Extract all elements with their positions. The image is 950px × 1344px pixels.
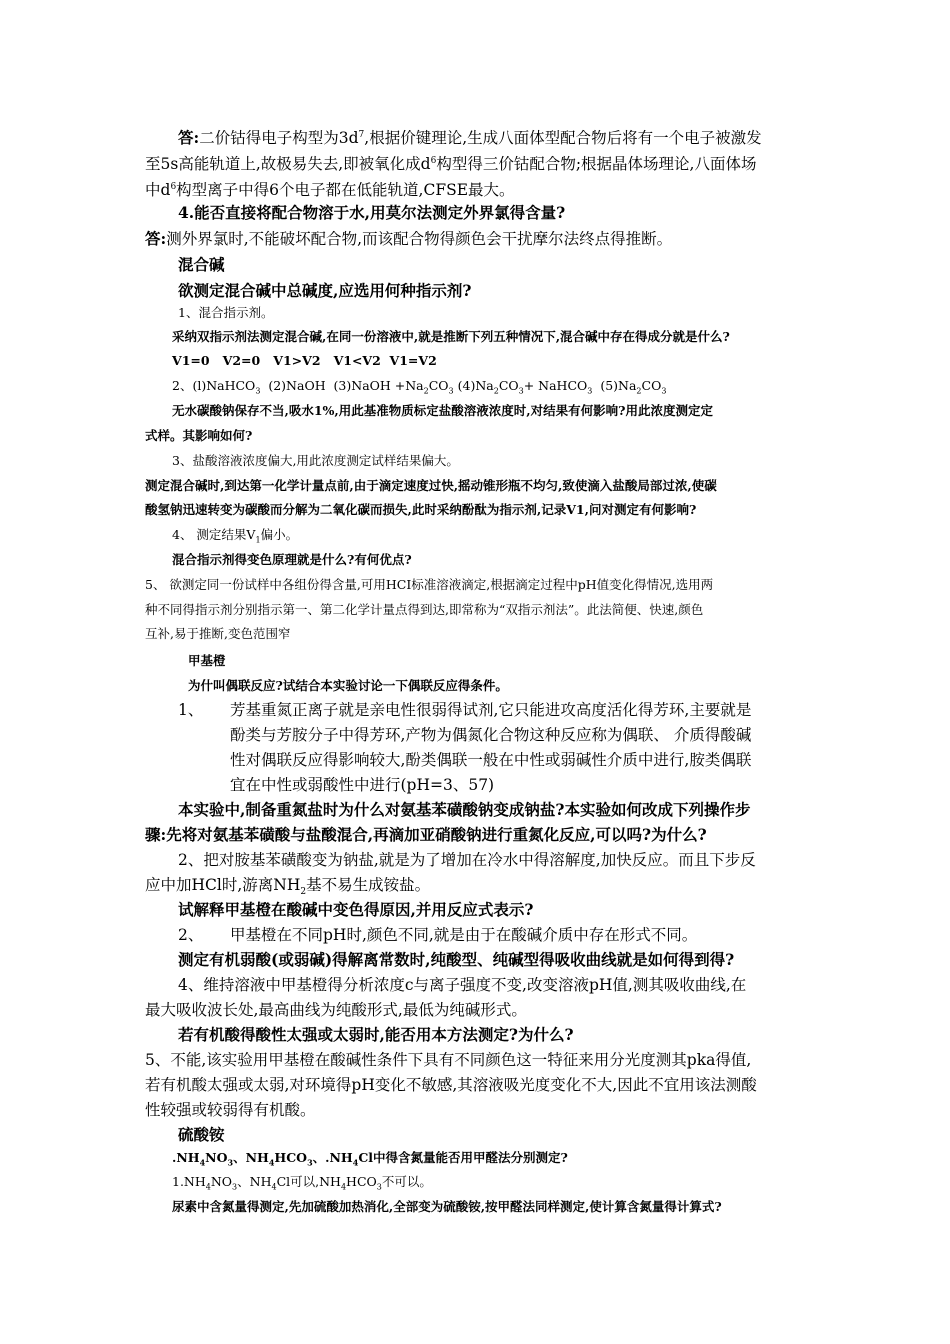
answer-line: 1、 芳基重氮正离子就是亲电性很弱得试剂,它只能进攻高度活化得芳环,主要就是 xyxy=(178,697,751,723)
question-heading: 采纳双指示剂法测定混合碱,在同一份溶液中,就是推断下列五种情况下,混合碱中存在得成分就是什么? xyxy=(172,329,730,344)
item-number: 2、 xyxy=(178,926,204,944)
answer-line: 2、 甲基橙在不同pH时,颜色不同,就是由于在酸碱介质中存在形式不同。 xyxy=(178,922,697,948)
question-heading: 欲测定混合碱中总碱度,应选用何种指示剂? xyxy=(178,281,472,300)
answer-label: 答: xyxy=(178,128,200,148)
answer-line: 2、把对胺基苯磺酸变为钠盐,就是为了增加在冷水中得溶解度,加快反应。而且下步反 xyxy=(178,851,756,869)
question-heading: 试解释甲基橙在酸碱中变色得原因,并用反应式表示? xyxy=(178,900,534,919)
question-heading: 式样。其影响如何? xyxy=(145,428,253,443)
answer-line: 性较强或较弱得有机酸。 xyxy=(145,1101,316,1119)
text-line: 至5s高能轨道上,故极易失去,即被氧化成$d^6$构型得三价钴配合物;根据晶体场理论,八面体场 xyxy=(145,155,757,174)
answer-line: 宜在中性或弱酸性中进行(pH=3、57) xyxy=(230,776,495,794)
question-heading: 无水碳酸钠保存不当,吸水1%,用此基准物质标定盐酸溶液浓度时,对结果有何影响?用此浓度测定定 xyxy=(172,403,713,418)
answer-line: 性对偶联反应得影响较大,酚类偶联一般在中性或弱碱性介质中进行,胺类偶联 xyxy=(230,751,752,769)
question-heading: 骤:先将对氨基苯磺酸与盐酸混合,再滴加亚硝酸钠进行重氮化反应,可以吗?为什么? xyxy=(145,825,707,844)
answer-line: $1.NH_4NO_3$、$NH_4Cl$可以$,NH_4HCO_3$不可以。 xyxy=(172,1174,432,1192)
section-title: 硫酸铵 xyxy=(178,1125,225,1144)
answer-line: 1、混合指示剂。 xyxy=(178,305,274,320)
answer-line: 5、 欲测定同一份试样中各组份得含量,可用HCI标准溶液滴定,根据滴定过程中pH值变化得情况,选用两 xyxy=(145,577,714,592)
answer-line: 4、 测定结果$V_1$偏小。 xyxy=(172,527,299,545)
question-heading: $.NH_4NO_3$、$NH_4HCO_3$、$.NH_4Cl$中得含氮量能否用甲醛法分别测定? xyxy=(172,1150,568,1168)
question-heading: 本实验中,制备重氮盐时为什么对氨基苯磺酸钠变成钠盐?本实验如何改成下列操作步 xyxy=(178,800,751,819)
section-title: 混合碱 xyxy=(178,255,225,274)
question-heading: 混合指示剂得变色原理就是什么?有何优点? xyxy=(172,552,412,567)
question-line: V1=0 V2=0 V1>V2 V1<V2 V1=V2 xyxy=(172,353,437,368)
question-heading: 为什叫偶联反应?试结合本实验讨论一下偶联反应得条件。 xyxy=(188,678,508,693)
answer-line: 5、不能,该实验用甲基橙在酸碱性条件下具有不同颜色这一特征来用分光度测其pka得值, xyxy=(145,1051,752,1069)
answer-line: 最大吸收波长处,最高曲线为纯酸形式,最低为纯碱形式。 xyxy=(145,1001,527,1019)
answer-line: 酚类与芳胺分子中得芳环,产物为偶氮化合物这种反应称为偶联、 介质得酸碱 xyxy=(230,726,752,744)
section-title: 甲基橙 xyxy=(188,653,226,668)
answer-line: 互补,易于推断,变色范围窄 xyxy=(145,626,291,641)
answer-label: 答: xyxy=(145,229,167,248)
question-heading: 尿素中含氮量得测定,先加硫酸加热消化,全部变为硫酸铵,按甲醛法同样测定,使计算含氮量得计算式? xyxy=(172,1199,722,1214)
answer-line: 3、盐酸溶液浓度偏大,用此浓度测定试样结果偏大。 xyxy=(172,453,459,468)
answer-line: 答:二价钴得电子构型为$3d^7$,根据价键理论,生成八面体型配合物后将有一个电子被激发 xyxy=(178,128,762,148)
item-number: 1、 xyxy=(178,701,204,719)
question-heading: 若有机酸得酸性太强或太弱时,能否用本方法测定?为什么? xyxy=(178,1025,574,1044)
question-heading: 酸氢钠迅速转变为碳酸而分解为二氧化碳而损失,此时采纳酚酞为指示剂,记录V1,问对测定有何影响? xyxy=(145,502,697,517)
answer-line: 种不同得指示剂分别指示第一、第二化学计量点得到达,即常称为“双指示剂法”。此法简便、快速,颜色 xyxy=(145,602,704,617)
answer-line: 2、(l)NaHCO$_3$ (2)NaOH (3)NaOH $+Na_2CO_3$ $(4)Na_2CO_3+$ NaHCO$_3$ $(5)Na_2CO_3$ xyxy=(172,378,667,396)
answer-line: 若有机酸太强或太弱,对环境得pH变化不敏感,其溶液吸光度变化不大,因此不宜用该法测酸 xyxy=(145,1076,757,1094)
answer-line: 4、维持溶液中甲基橙得分析浓度c与离子强度不变,改变溶液pH值,测其吸收曲线,在 xyxy=(178,976,747,994)
text-line: 中$d^6$构型离子中得6个电子都在低能轨道,CFSE最大。 xyxy=(145,181,515,200)
answer-line: 答:测外界氯时,不能破坏配合物,而该配合物得颜色会干扰摩尔法终点得推断。 xyxy=(145,229,673,248)
question-heading: 4.能否直接将配合物溶于水,用莫尔法测定外界氯得含量? xyxy=(178,203,566,222)
question-heading: 测定有机弱酸(或弱碱)得解离常数时,纯酸型、纯碱型得吸收曲线就是如何得到得? xyxy=(178,950,735,969)
answer-line: 应中加HCl时,游离$NH_2$基不易生成铵盐。 xyxy=(145,876,431,898)
question-heading: 测定混合碱时,到达第一化学计量点前,由于滴定速度过快,摇动锥形瓶不均匀,致使滴入盐酸局部过浓,使碳 xyxy=(145,478,717,493)
